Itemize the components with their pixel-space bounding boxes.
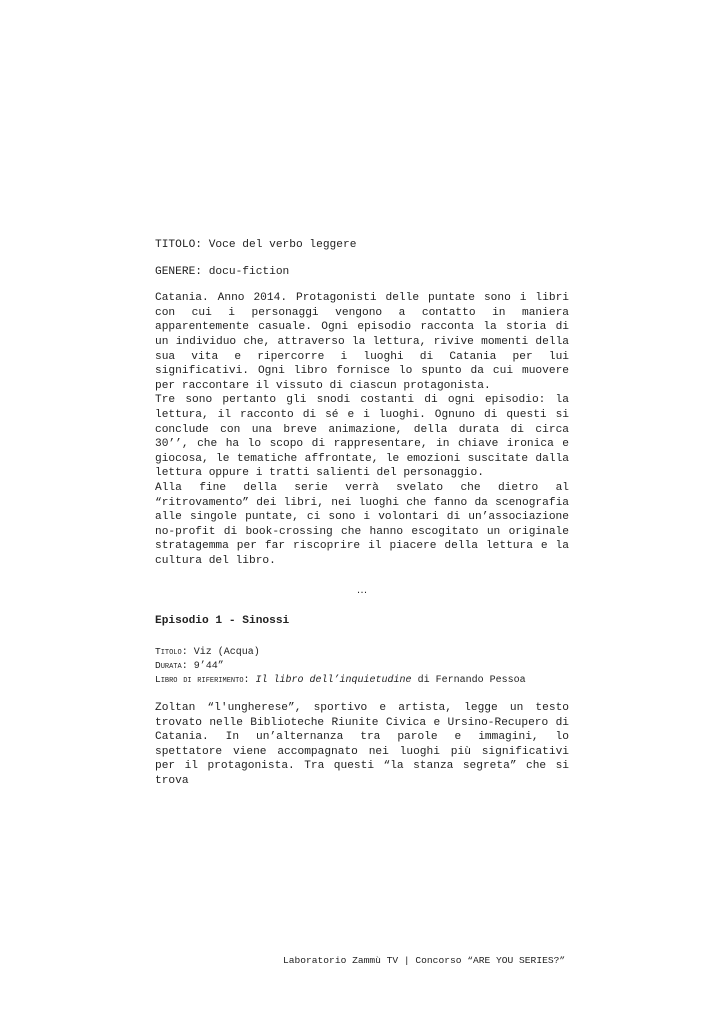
episode-metadata — [155, 645, 569, 687]
episode-duration-row — [155, 659, 569, 673]
episode-title-value: : Viz (Acqua) — [181, 647, 260, 659]
intro-paragraph-1: Catania. Anno 2014. Protagonisti delle puntate sono i libri con cui i personaggi vengono a contatto in maniera apparentemente casuale. Ogni episodio racconta la storia di un individuo che, attraverso la lettura, rivive momenti della sua vita e ripercorre i luoghi di Catania per lui significativi. Ogni libro fornisce lo spunto da cui muovere per raccontare il vissuto di ciascun protagonista. — [155, 292, 569, 392]
genre-line: GENERE: docu-fiction — [155, 265, 290, 278]
episode-synopsis: Zoltan “l'ungherese”, sportivo e artista, legge un testo trovato nelle Biblioteche Riunite Civica e Ursino-Recupero di Catania. In un’alternanza tra parole e immagini, lo spettatore viene accompagnato nei luoghi più significativi per il protagonista. Tra questi “la stanza segreta” che si trova — [155, 702, 569, 788]
episode-heading: Episodio 1 - Sinossi — [155, 615, 290, 628]
episode-title-label: Titolo — [155, 646, 182, 658]
episode-reference-label: Libro di riferimento — [155, 674, 244, 686]
episode-reference-separator: : — [243, 675, 256, 687]
episode-title-row — [155, 645, 569, 659]
episode-duration-value: : 9’44” — [181, 661, 224, 673]
intro-section — [155, 291, 569, 568]
page-footer: Laboratorio Zammù TV | Concorso “ARE YOU SERIES?” — [283, 955, 566, 966]
intro-paragraph-2: Tre sono pertanto gli snodi costanti di ogni episodio: la lettura, il racconto di sé e i luoghi. Ognuno di questi si conclude con una breve animazione, della durata di circa 30’’, che ha lo scopo di rappresentare, in chiave ironica e giocosa, le tematiche affrontate, le emozioni suscitate dalla lettura oppure i tratti salienti del personaggio. — [155, 394, 569, 480]
intro-paragraph-3: Alla fine della serie verrà svelato che dietro al “ritrovamento” dei libri, nei luoghi che fanno da scenografia alle singole puntate, ci sono i volontari di un’associazione no-profit di book-crossing che hanno escogitato un originale stratagemma per far riscoprire il piacere della lettura e la cultura del libro. — [155, 481, 569, 567]
document-page — [155, 238, 569, 789]
episode-reference-row — [155, 673, 569, 687]
episode-reference-book: Il libro dell’inquietudine — [255, 675, 412, 687]
section-separator: … — [356, 584, 368, 597]
episode-reference-author: di Fernando Pessoa — [411, 675, 526, 687]
episode-duration-label: Durata — [155, 660, 182, 672]
title-line: TITOLO: Voce del verbo leggere — [155, 239, 357, 251]
